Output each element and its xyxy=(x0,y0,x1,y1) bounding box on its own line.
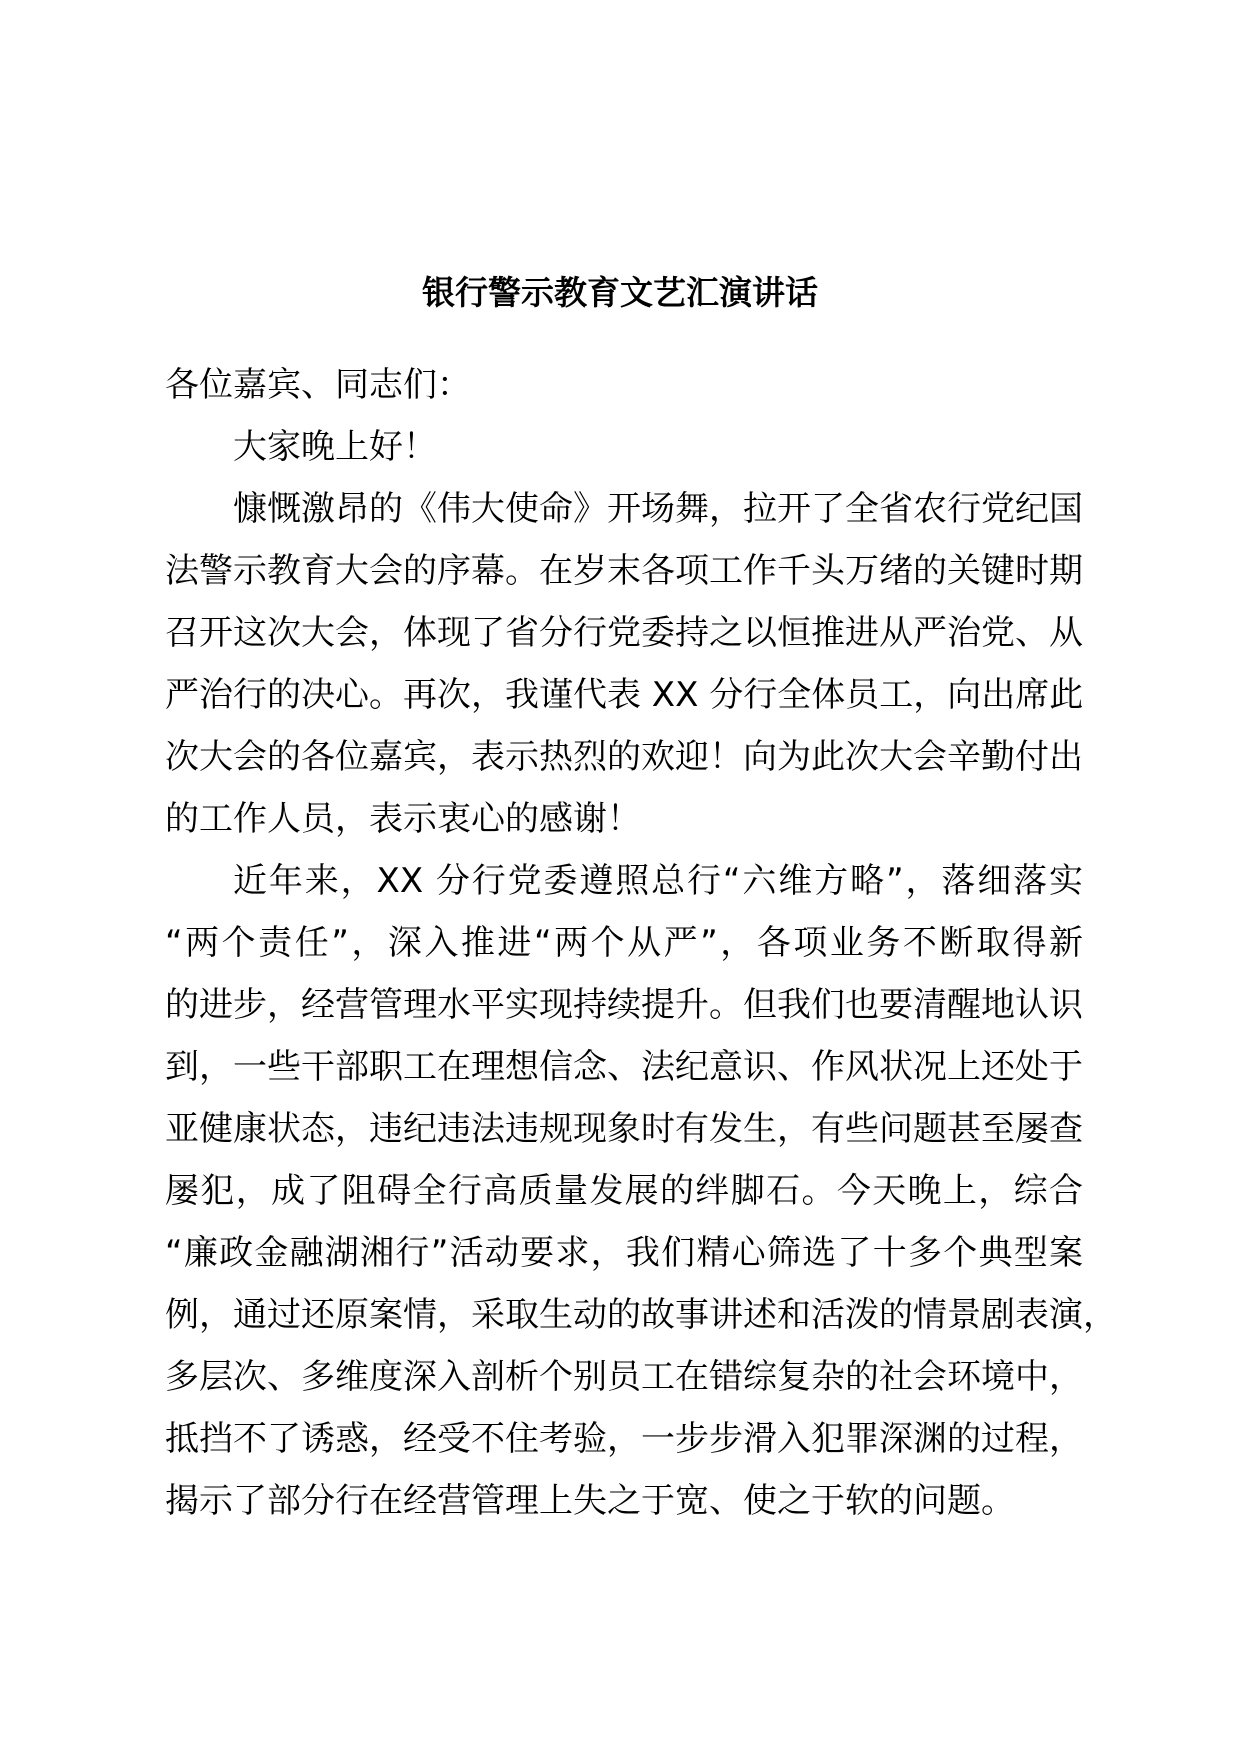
paragraph-line: 法警示教育大会的序幕。在岁末各项工作千头万绪的关键时期 xyxy=(165,551,1083,591)
paragraph-line: 次大会的各位嘉宾，表示热烈的欢迎！向为此次大会辛勤付出 xyxy=(165,737,1083,777)
paragraph-line: 召开这次大会，体现了省分行党委持之以恒推进从严治党、从 xyxy=(165,613,1083,653)
paragraph-line: 的工作人员，表示衷心的感谢！ xyxy=(165,799,641,839)
paragraph-line: 例，通过还原案情，采取生动的故事讲述和活泼的情景剧表演， xyxy=(165,1295,1117,1335)
paragraph-line: 到，一些干部职工在理想信念、法纪意识、作风状况上还处于 xyxy=(165,1047,1083,1087)
salutation: 各位嘉宾、同志们： xyxy=(165,365,471,405)
paragraph-line: 揭示了部分行在经营管理上失之于宽、使之于软的问题。 xyxy=(165,1481,1015,1521)
paragraph-line: 的进步，经营管理水平实现持续提升。但我们也要清醒地认识 xyxy=(165,985,1083,1025)
paragraph-line: 屡犯，成了阻碍全行高质量发展的绊脚石。今天晚上，综合 xyxy=(165,1171,1083,1211)
paragraph-line: “两个责任”，深入推进“两个从严”，各项业务不断取得新 xyxy=(165,923,1083,963)
paragraph-line: 严治行的决心。再次，我谨代表 XX 分行全体员工，向出席此 xyxy=(165,675,1084,715)
paragraph-line: 抵挡不了诱惑，经受不住考验，一步步滑入犯罪深渊的过程， xyxy=(165,1419,1083,1459)
document-title: 银行警示教育文艺汇演讲话 xyxy=(422,273,818,312)
paragraph-line: 大家晚上好！ xyxy=(233,427,437,467)
paragraph-line: “廉政金融湖湘行”活动要求，我们精心筛选了十多个典型案 xyxy=(165,1233,1083,1273)
paragraph-line: 亚健康状态，违纪违法违规现象时有发生，有些问题甚至屡查 xyxy=(165,1109,1083,1149)
paragraph-line: 近年来，XX 分行党委遵照总行“六维方略”，落细落实 xyxy=(233,861,1083,901)
paragraph-line: 多层次、多维度深入剖析个别员工在错综复杂的社会环境中， xyxy=(165,1357,1083,1397)
paragraph-line: 慷慨激昂的《伟大使命》开场舞，拉开了全省农行党纪国 xyxy=(233,489,1083,529)
